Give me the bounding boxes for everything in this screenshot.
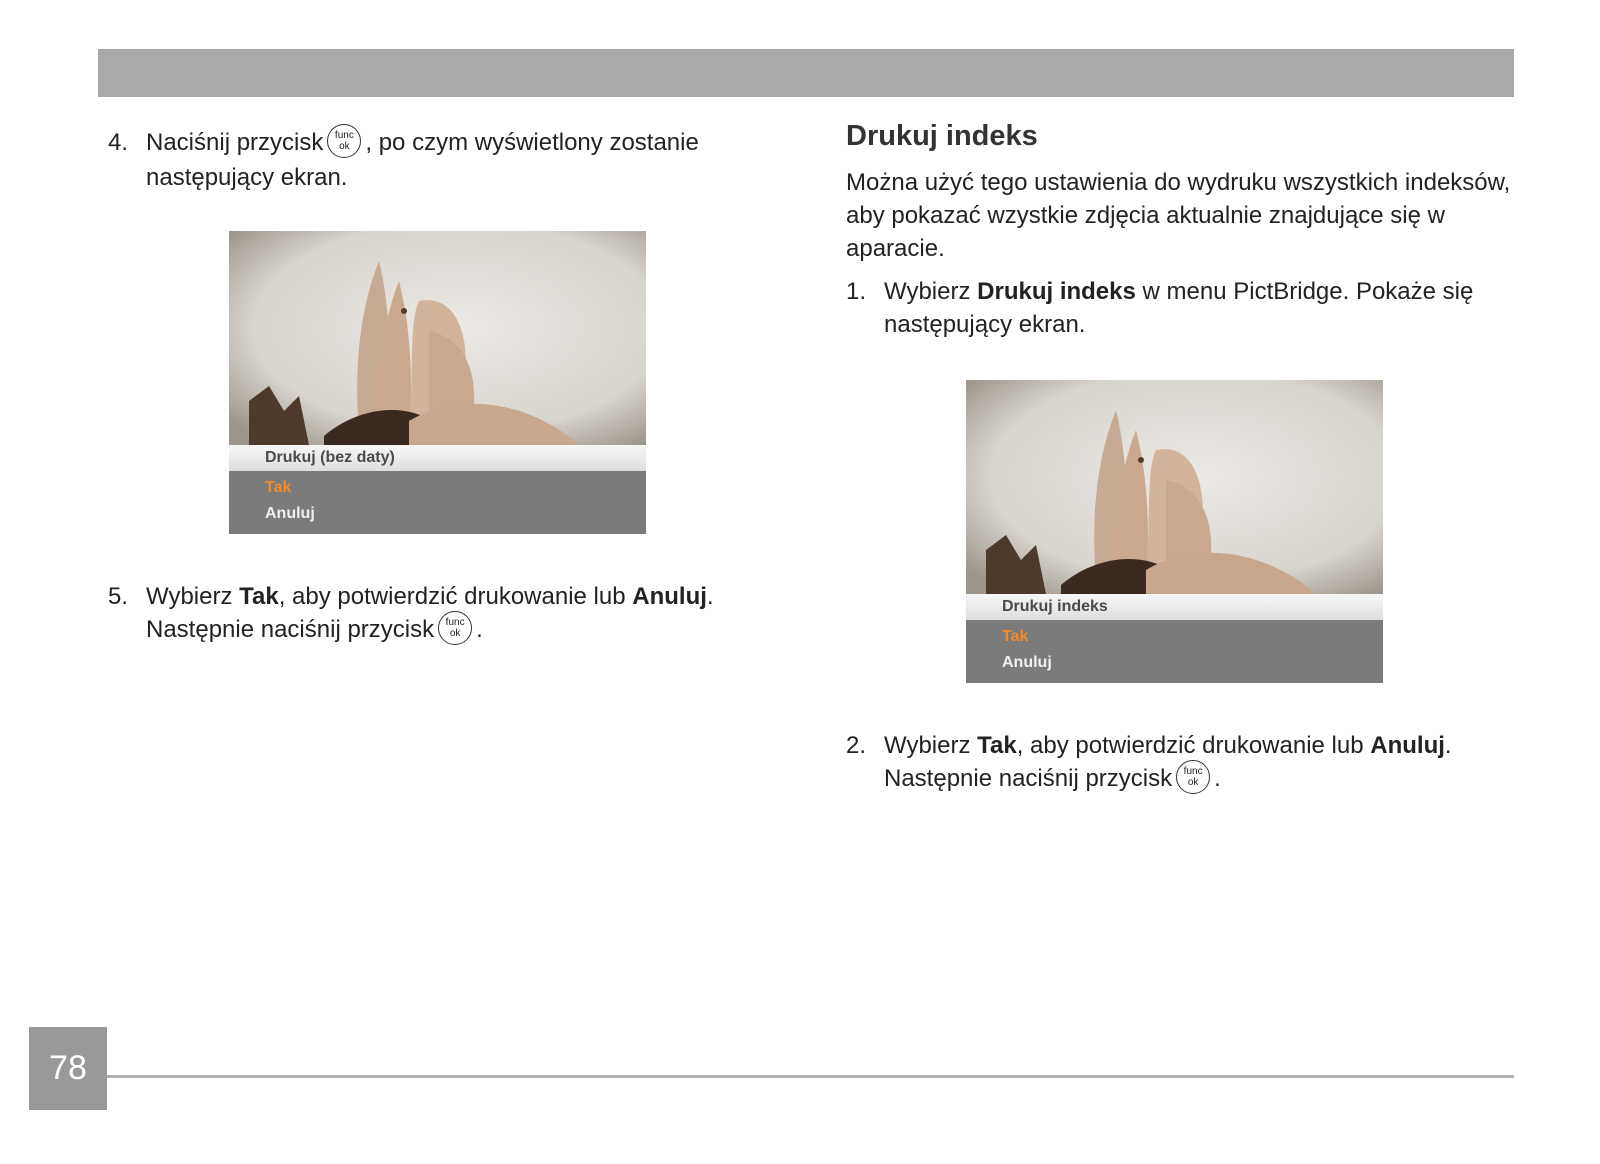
header-bar xyxy=(98,49,1514,97)
menu-title: Drukuj indeks xyxy=(966,594,1383,620)
step-2: 2. Wybierz Tak, aby potwierdzić drukowanie lub Anuluj. Następnie naciśnij przycisk func ok . xyxy=(846,729,1526,799)
func-ok-icon: func ok xyxy=(327,124,361,158)
footer-divider xyxy=(107,1075,1514,1078)
menu-option-cancel[interactable]: Anuluj xyxy=(1002,654,1052,671)
step-number: 5. xyxy=(108,583,129,610)
step-1: 1. Wybierz Drukuj indeks w menu PictBridge. Pokaże się następujący ekran. xyxy=(846,275,1526,345)
camera-screen-print-no-date xyxy=(229,231,646,534)
func-ok-icon: func ok xyxy=(1176,760,1210,794)
section-description: Można użyć tego ustawienia do wydruku wszystkich indeksów, aby pokazać wzystkie zdjęcia aktualnie znajdujące się w aparacie. xyxy=(846,169,1511,262)
section-heading: Drukuj indeks xyxy=(846,120,1038,152)
menu-title: Drukuj (bez daty) xyxy=(229,445,646,471)
camera-screen-print-index xyxy=(966,380,1383,683)
menu-options xyxy=(229,471,646,534)
flower-photo xyxy=(966,380,1383,594)
menu-options xyxy=(966,620,1383,683)
func-ok-icon: func ok xyxy=(438,611,472,645)
menu-option-yes[interactable]: Tak xyxy=(1002,628,1029,645)
step-number: 1. xyxy=(846,278,867,305)
step-5: 5. Wybierz Tak, aby potwierdzić drukowanie lub Anuluj. Następnie naciśnij przycisk func ok . xyxy=(108,580,748,650)
page-number: 78 xyxy=(29,1027,107,1110)
step-number: 2. xyxy=(846,732,867,759)
step-number: 4. xyxy=(108,129,129,156)
menu-option-yes[interactable]: Tak xyxy=(265,479,292,496)
menu-option-cancel[interactable]: Anuluj xyxy=(265,505,315,522)
flower-photo xyxy=(229,231,646,445)
step-4: 4. Naciśnij przycisk func ok , po czym wyświetlony zostanie następujący ekran. xyxy=(108,126,748,196)
